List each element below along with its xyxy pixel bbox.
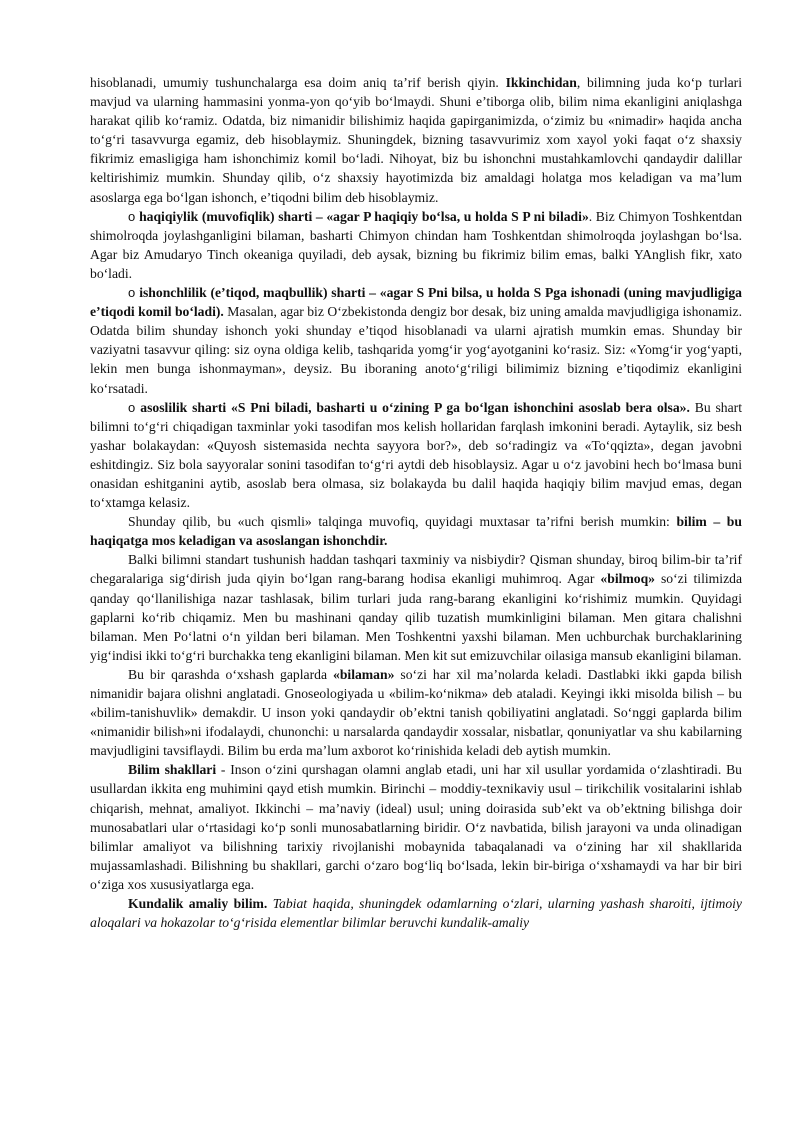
bold-text: «bilaman» (333, 666, 395, 682)
bullet-marker: o (128, 285, 140, 301)
paragraph-p3 (90, 283, 742, 398)
bold-text: Ikkinchidan (505, 75, 577, 90)
bold-text: ishonchlilik (e’tiqod, maqbullik) sharti – «agar S Pni bilsa, u holda S Pga ishonadi (uning mavjudligiga e’tiqodi komil bo‘ladi). (90, 285, 743, 320)
body-text: Bu bir qarashda o‘xshash gaplarda (128, 666, 333, 682)
paragraph-p5 (90, 512, 742, 550)
paragraph-p8 (90, 760, 742, 894)
body-text: Bu shart bilimni to‘g‘ri chiqadigan taxminlar yoki tasodifan mos kelish hollaridan farqlash imkonini beradi. Aytaylik, siz besh yashar bolakaydan: «Quyosh sistemasida nechta sayyora bor?», deb so‘radingiz va «To‘qqizta», degan javobni eshitdingiz. Siz bola sayyoralar sonini tasodifan to‘g‘ri aytdi deb hisoblaysiz. Agar u o‘z javobini hech bo‘lmasa buni onasidan eshitganini aytib, asoslab bera olmasa, siz bolakayda bu dalil haqida haqiqiy bilim mavjud emas, degan to‘xtamga kelasiz. (90, 399, 743, 511)
body-text: . Biz Chimyon Toshkentdan shimolroqda joylashganligini bilaman, basharti Chimyon chindan ham Toshkentdan shimolroqda joylashgan bo‘lsa. Agar biz Amudaryo Tinch okeaniga quyiladi, deb aysak, bizning bu fikrimiz bilim emas, balki YAnglish fikr, xato bo‘ladi. (90, 208, 743, 281)
body-text: , bilimning juda ko‘p turlari mavjud va ularning hammasini yonma-yon qo‘yib bo‘lmaydi. Shuni e’tiborga olib, bilim nima ekanligini aniqlashga harakat qilib ko‘ramiz. Odatda, biz nimanidir bilishimiz haqida gapirganimizda, o‘zimiz bu «nimadir» haqida ancha to‘g‘ri tasavvurga egamiz, deb hisoblaymiz. Shuningdek, bizning tasavvurimiz xom xayol yoki faqat o‘z shaxsiy fikrimiz emasligiga ham ishonchimiz komil bo‘ladi. Nihoyat, biz bu ishonchni mustahkamlovchi qandaydir dalillar keltirishimiz mumkin. Shunday qilib, o‘z shaxsiy hayotimizda biz amaldagi holatga mos keladigan va ma’lum asoslarga ega bo‘lgan ishonch, e’tiqodni bilim deb hisoblaymiz. (90, 75, 742, 205)
body-text: hisoblanadi, umumiy tushunchalarga esa doim aniq ta’rif berish qiyin. (90, 75, 506, 90)
bullet-marker: o (128, 399, 141, 415)
bold-text: Kundalik amaliy bilim. (128, 896, 268, 912)
body-text: Shunday qilib, bu «uch qismli» talqinga muvofiq, quyidagi muxtasar ta’rifni berish mumkin: (128, 514, 677, 530)
paragraph-p4 (90, 398, 742, 513)
paragraph-p6 (90, 550, 742, 665)
bullet-marker: o (128, 208, 140, 224)
bold-text: «bilmoq» (600, 571, 655, 587)
document-page (90, 73, 742, 932)
body-text: so‘zi tilimizda qanday qo‘llanilishiga nazar tashlasak, bilim turlari juda rang-barang ekanligini ko‘rishimiz mumkin. Quyidagi gaplarni ko‘rib chiqamiz. Men bu mashinani qanday qilib tuzatish mumkinligini bilaman. Men gitara chalishni bilaman. Men Po‘latni o‘n yildan beri bilaman. Men Toshkentni yaxshi bilaman. Men uchburchak burchaklarining yig‘indisi ikki to‘g‘ri burchakka teng ekanligini bilaman. Men kit sut emizuvchilar oilasiga mansub ekanligini bilaman. (90, 571, 742, 663)
body-text: - Inson o‘zini qurshagan olamni anglab etadi, uni har xil usullar yordamida o‘zlashtiradi. Bu usullardan ikkita eng muhimini qayd etish mumkin. Birinchi – moddiy-texnikaviy usul – tirikchilik vositalarini ishlab chiqarish, mehnat, amaliyot. Ikkinchi – ma’naviy (ideal) usul; uning doirasida sub’ekt va ob’ektning bilishga doir munosabatlari ular o‘rtasidagi ko‘p sonli munosabatlarning biridir. O‘z navbatida, bilish jarayoni va unda olinadigan bilimlar amaliyot va bilishning tarixiy rivojlanishi mobaynida tabaqalanadi va o‘zining har xil shakllarida mujassamlashadi. Bilishning bu shakllari, garchi o‘zaro bog‘liq bo‘lsada, lekin bir-biriga o‘xshamaydi va har bir biri o‘ziga xos xususiyatlarga ega. (90, 762, 742, 892)
paragraph-p2 (90, 207, 742, 283)
paragraph-p1 (90, 73, 742, 207)
paragraph-p9 (90, 894, 742, 932)
body-text: Masalan, agar biz O‘zbekistonda dengiz bor desak, biz uning amalda mavjudligiga ishonamiz. Odatda bilim shunday ishonch yoki shunday e’tiqod hisoblanadi va ularni ajratish mumkin emas. Shunday bir vaziyatni tasavvur qiling: siz oyna oldiga kelib, tashqarida yomg‘ir yog‘ayotganini ko‘rasiz. Siz: «Yomg‘ir yog‘yapti, lekin men bunga ishonmayman», deysiz. Bu iboraning anoto‘g‘riligi bilimimiz bizning e’tiqodimiz ekanligini ko‘rsatadi. (90, 304, 742, 396)
bold-text: asoslilik sharti «S Pni biladi, basharti u o‘zining P ga bo‘lgan ishonchini asoslab bera olsa». (140, 399, 690, 415)
body-text: so‘zi har xil ma’nolarda keladi. Dastlabki ikki gapda bilish nimanidir bajara olishni anglatadi. Gnoseologiyada u «bilim-ko‘nikma» deb ataladi. Keyingi ikki misolda bilish – bu «bilim-tanishuvlik» demakdir. U inson yoki qandaydir ob’ektni tanish qobiliyatini anglatadi. So‘nggi gaplarda bilim «nimanidir bilish»ni ifodalaydi, chunonchi: u narsalarda qandaydir xossalar, nisbatlar, qonuniyatlar va shu kabilarning mavjudligini tavsiflaydi. Bilim bu erda ma’lum axborot ko‘rinishida keladi deb aytish mumkin. (90, 666, 742, 759)
body-text: Balki bilimni standart tushunish haddan tashqari taxminiy va nisbiydir? Qisman shunday, biroq bilim-bir ta’rif chegaralariga sig‘dirish juda qiyin bo‘lgan rang-barang hodisa ekanligi muhimroq. Agar (90, 552, 742, 587)
bold-text: bilim – bu haqiqatga mos keladigan va asoslangan ishonchdir. (90, 514, 742, 549)
bold-text: Bilim shakllari (128, 762, 217, 778)
paragraph-p7 (90, 665, 742, 760)
bold-text: haqiqiylik (muvofiqlik) sharti – «agar P haqiqiy bo‘lsa, u holda S P ni biladi» (139, 208, 589, 224)
italic-text: Tabiat haqida, shuningdek odamlarning o‘zlari, ularning yashash sharoiti, ijtimoiy aloqalari va hokazolar to‘g‘risida elementlar bilimlar beruvchi kundalik-amaliy (90, 896, 742, 931)
